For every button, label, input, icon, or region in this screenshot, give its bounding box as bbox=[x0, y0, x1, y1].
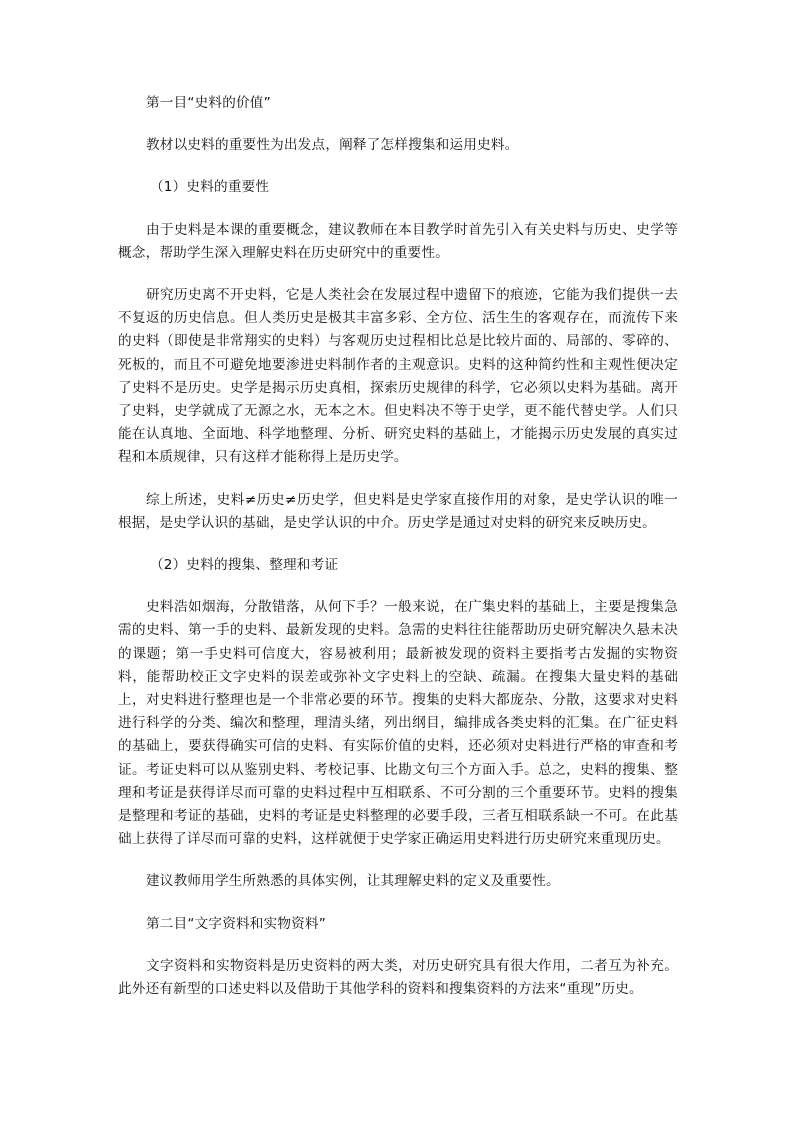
section-heading-2: 第二目“文字资料和实物资料” bbox=[146, 915, 327, 932]
paragraph-importance-2: 研究历史离不开史料，它是人类社会在发展过程中遗留下的痕迹，它能为我们提供一去不复返的历史信息。但人类历史是极其丰富多彩、全方位、活生生的客观存在，而流传下来的史料（即使是非常翔实的史料）与客观历史过程相比总是比较片面的、局部的、零碎的、死板的，而且不可避免地要渗进史料制作者的主观意识。史料的这种简约性和主观性便决定了史料不是历史。史学是揭示历史真相，探索历史规律的科学，它必须以史料为基础。离开了史料，史学就成了无源之水，无本之木。但史料决不等于史学，更不能代替史学。人们只能在认真地、全面地、科学地整理、分析、研究史料的基础上，才能揭示历史发展的真实过程和本质规律，只有这样才能称得上是历史学。 bbox=[118, 287, 678, 466]
paragraph-intro: 教材以史料的重要性为出发点，阐释了怎样搜集和运用史料。 bbox=[146, 137, 519, 154]
paragraph-materials: 文字资料和实物资料是历史资料的两大类，对历史研究具有很大作用，二者互为补充。此外还有新型的口述史料以及借助于其他学科的资料和搜集资料的方法来“重现”历史。 bbox=[118, 957, 678, 998]
subheading-collection: （2）史料的搜集、整理和考证 bbox=[150, 557, 339, 574]
document-page bbox=[118, 92, 678, 1020]
paragraph-collection: 史料浩如烟海，分散错落，从何下手？一般来说，在广集史料的基础上，主要是搜集急需的史料、第一手的史料、最新发现的史料。急需的史料往往能帮助历史研究解决久悬未决的课题；第一手史料可信度大，容易被利用；最新被发现的资料主要指考古发掘的实物资料，能帮助校正文字史料的误差或弥补文字史料上的空缺、疏漏。在搜集大量史料的基础上，对史料进行整理也是一个非常必要的环节。搜集的史料大都庞杂、分散，这要求对史料进行科学的分类、编次和整理，理清头绪，列出纲目，编排成各类史料的汇集。在广征史料的基础上，要获得确实可信的史料、有实际价值的史料，还必须对史料进行严格的审查和考证。考证史料可以从鉴别史料、考校记事、比勘文句三个方面入手。总之，史料的搜集、整理和考证是获得详尽而可靠的史料过程中互相联系、不可分割的三个重要环节。史料的搜集是整理和考证的基础，史料的考证是史料整理的必要手段，三者互相联系缺一不可。在此基础上获得了详尽而可靠的史料，这样就便于史学家正确运用史料进行历史研究来重现历史。 bbox=[118, 599, 678, 848]
paragraph-importance-1: 由于史料是本课的重要概念，建议教师在本目教学时首先引入有关史料与历史、史学等概念，帮助学生深入理解史料在历史研究中的重要性。 bbox=[118, 221, 678, 261]
section-heading-1: 第一目“史料的价值” bbox=[146, 95, 271, 111]
subheading-importance: （1）史料的重要性 bbox=[150, 179, 270, 196]
paragraph-summary: 综上所述，史料≠历史≠历史学，但史料是史学家直接作用的对象，是史学认识的唯一根据，是史学认识的基础，是史学认识的中介。历史学是通过对史料的研究来反映历史。 bbox=[118, 491, 678, 531]
paragraph-suggestion: 建议教师用学生所熟悉的具体实例，让其理解史料的定义及重要性。 bbox=[146, 873, 560, 890]
